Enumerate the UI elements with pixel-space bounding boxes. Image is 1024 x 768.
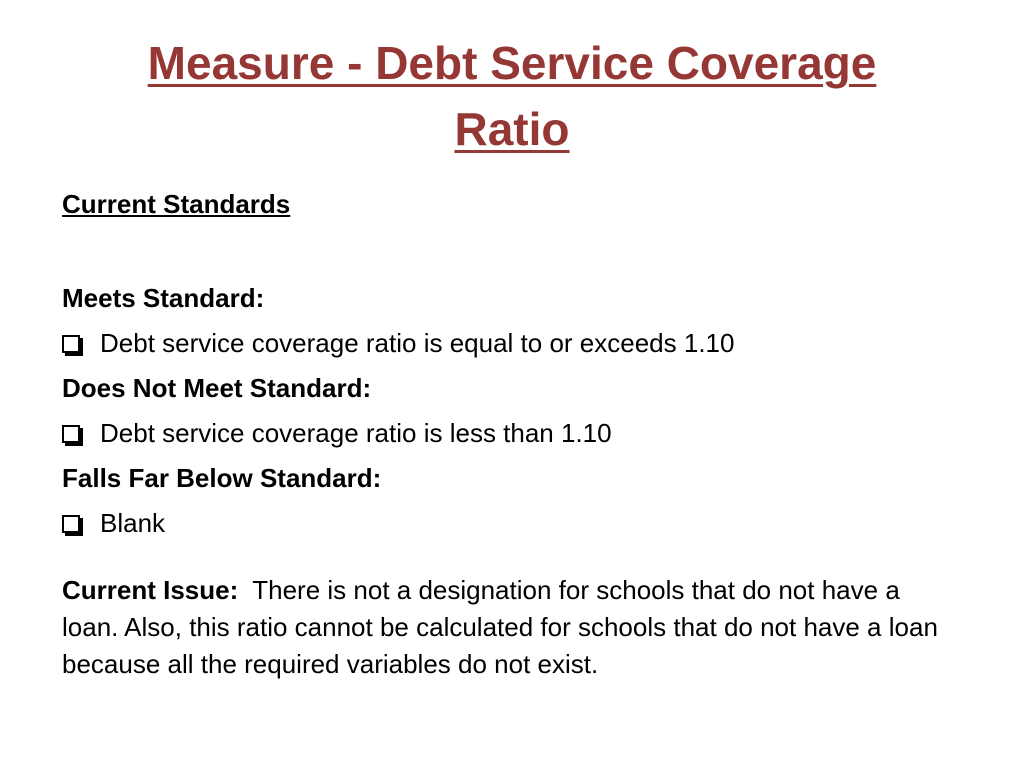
falls-far-below-label: Falls Far Below Standard: — [62, 463, 382, 493]
title-line-2: Ratio — [454, 103, 570, 155]
meets-standard-text: Debt service coverage ratio is equal to or exceeds 1.10 — [100, 328, 735, 358]
does-not-meet-label: Does Not Meet Standard: — [62, 373, 372, 403]
checkbox-icon — [62, 425, 80, 443]
current-issue-text: There is not a designation for schools that do not have a loan. Also, this ratio cannot be calculated for schools that do not have a loan because all the required variables do not exist. — [62, 575, 938, 679]
title-line-1: Measure - Debt Service Coverage — [147, 37, 877, 89]
meets-standard-label: Meets Standard: — [62, 283, 265, 313]
current-issue-paragraph — [62, 572, 962, 683]
does-not-meet-text: Debt service coverage ratio is less than 1.10 — [100, 418, 612, 448]
does-not-meet-item — [62, 411, 962, 456]
slide-title — [0, 30, 1024, 162]
slide-body — [62, 186, 962, 683]
checkbox-icon — [62, 335, 80, 353]
current-issue-label: Current Issue: — [62, 575, 239, 605]
meets-standard-item — [62, 321, 962, 366]
spacer — [62, 222, 962, 276]
checkbox-icon — [62, 515, 80, 533]
falls-far-below-text: Blank — [100, 508, 166, 538]
falls-far-below-item — [62, 501, 962, 546]
section-heading: Current Standards — [62, 189, 291, 219]
